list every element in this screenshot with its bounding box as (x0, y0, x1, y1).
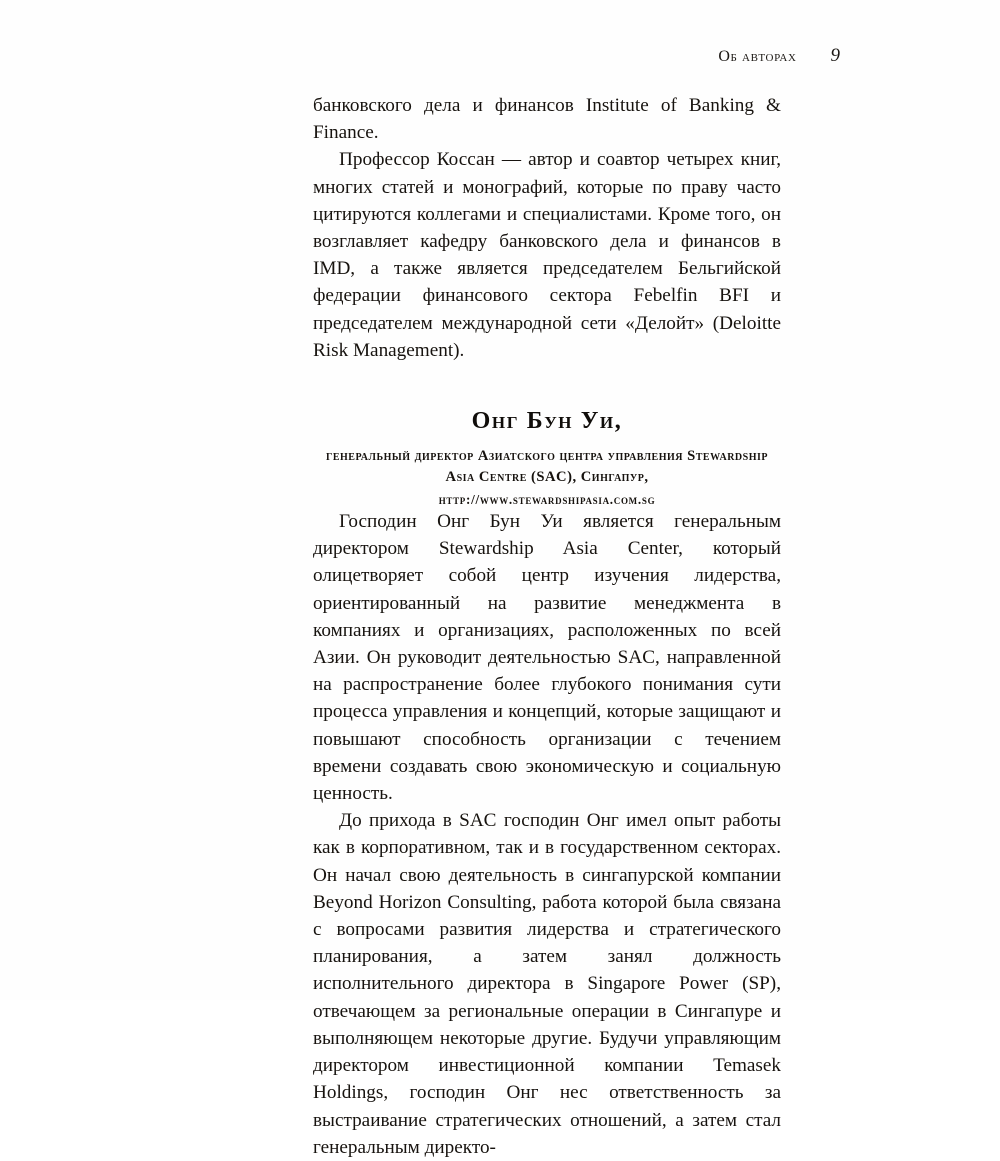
author-role: генеральный директор Азиатского центра управления Stewardship Asia Centre (SAC), Сингапур, (326, 448, 768, 486)
paragraph: банковского дела и финансов Institute of Banking & Finance. (313, 95, 781, 144)
section-heading (313, 406, 781, 508)
paragraph: Господин Онг Бун Уи является генеральным директором Stewardship Asia Center, который олицетворяет собой центр изучения лидерства, ориентированный на развитие менеджмента в компаниях и организациях, расположенных по всей Азии. Он руководит деятельностью SAC, направленной на распространение более глубокого понимания сути процесса управления и концепций, которые защищают и повышают способность организации с течением времени создавать свою экономическую и социальную ценность. (313, 511, 781, 805)
text-column (313, 92, 781, 1161)
header-inner (718, 45, 840, 67)
paragraph: Профессор Коссан — автор и соавтор четырех книг, многих статей и монографий, которые по праву часто цитируются коллегами и специалистами. Кроме того, он возглавляет кафедру банковского дела и финансов в IMD, а также является председателем Бельгийской федерации финансового сектора Febelfin BFI и председателем международной сети «Делойт» (Deloitte Risk Management). (313, 149, 781, 361)
author-website[interactable]: http://www.stewardshipasia.com.sg (438, 492, 656, 508)
page-number: 9 (830, 45, 840, 66)
running-title: Об авторах (718, 48, 797, 65)
paragraph: До прихода в SAC господин Онг имел опыт работы как в корпоративном, так и в государственном секторах. Он начал свою деятельность в сингапурской компании Beyond Horizon Consulting, работа которой была связана с вопросами развития лидерства и стратегического планирования, а затем занял должность исполнительного директора в Singapore Power (SP), отвечающем за региональные операции в Сингапуре и выполняющем некоторые другие. Будучи управляющим директором инвестиционной компании Temasek Holdings, господин Онг нес ответственность за выстраивание стратегических отношений, а затем стал генеральным директо- (313, 810, 781, 1158)
author-name: Онг Бун Уи, (471, 408, 623, 435)
page-header (0, 45, 1000, 69)
